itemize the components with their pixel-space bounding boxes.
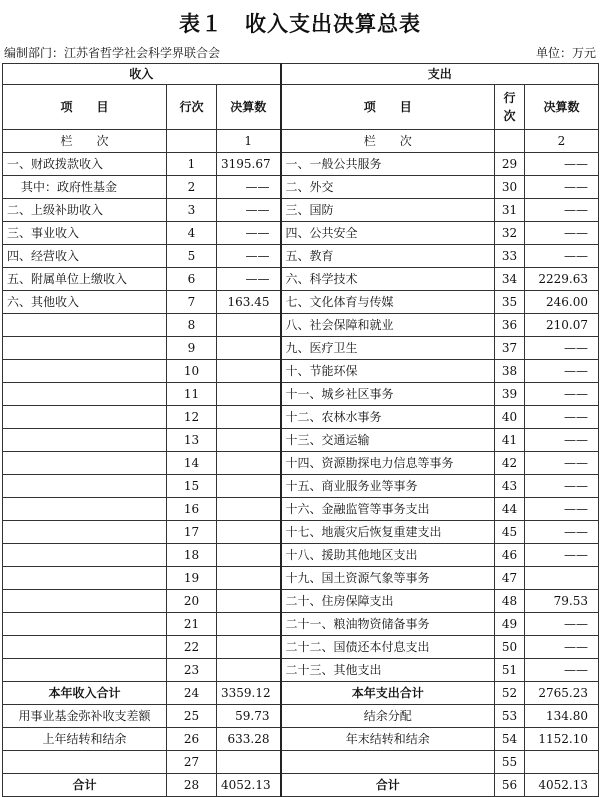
- expense-item-cell: 二十、住房保障支出: [281, 590, 495, 613]
- table-row: [3, 314, 599, 337]
- income-rowno-cell: 7: [167, 291, 217, 314]
- income-summary-rowno: 24: [167, 682, 217, 705]
- income-summary-rowno: 25: [167, 705, 217, 728]
- income-rowno-cell: 2: [167, 176, 217, 199]
- expense-rowno-cell: 49: [495, 613, 525, 636]
- expense-item-cell: 十六、金融监管等事务支出: [281, 498, 495, 521]
- expense-summary-rowno: 56: [495, 774, 525, 797]
- income-summary-label: 合计: [3, 774, 167, 797]
- income-amount-cell: [217, 429, 281, 452]
- income-rowno-cell: 12: [167, 406, 217, 429]
- table-row: [3, 613, 599, 636]
- income-amount-cell: [217, 406, 281, 429]
- expense-amount-cell: ——: [525, 498, 599, 521]
- expense-amount-cell: ——: [525, 659, 599, 682]
- income-amount-cell: [217, 452, 281, 475]
- income-lanci-label: 栏 次: [3, 130, 167, 153]
- table-row: [3, 498, 599, 521]
- expense-item-cell: 四、公共安全: [281, 222, 495, 245]
- income-rowno-cell: 11: [167, 383, 217, 406]
- expense-amount-cell: ——: [525, 176, 599, 199]
- table-row: [3, 452, 599, 475]
- income-rowno-cell: 5: [167, 245, 217, 268]
- income-item-cell: [3, 567, 167, 590]
- summary-row: [3, 774, 599, 797]
- income-amount-cell: [217, 498, 281, 521]
- expense-rowno-cell: 50: [495, 636, 525, 659]
- expense-amount-cell: 79.53: [525, 590, 599, 613]
- page-title: 表１ 收入支出决算总表: [179, 12, 421, 36]
- report-meta: [4, 44, 596, 61]
- expense-amount-cell: ——: [525, 222, 599, 245]
- expense-rowno-cell: 42: [495, 452, 525, 475]
- income-rowno-cell: 9: [167, 337, 217, 360]
- income-summary-label: 上年结转和结余: [3, 728, 167, 751]
- expense-rowno-header: [495, 85, 525, 130]
- table-row: [3, 268, 599, 291]
- expense-amount-cell: ——: [525, 521, 599, 544]
- expense-amount-cell: ——: [525, 636, 599, 659]
- expense-rowno-cell: 48: [495, 590, 525, 613]
- income-rowno-cell: 8: [167, 314, 217, 337]
- income-rowno-cell: 18: [167, 544, 217, 567]
- expense-item-cell: 六、科学技术: [281, 268, 495, 291]
- income-item-cell: [3, 521, 167, 544]
- expense-summary-amount: 1152.10: [525, 728, 599, 751]
- lanci-row: [3, 130, 599, 153]
- expense-item-cell: 二十三、其他支出: [281, 659, 495, 682]
- expense-summary-label: 本年支出合计: [281, 682, 495, 705]
- table-row: [3, 245, 599, 268]
- expense-summary-rowno: 55: [495, 751, 525, 774]
- expense-item-cell: 十二、农林水事务: [281, 406, 495, 429]
- income-amount-cell: ——: [217, 268, 281, 291]
- expense-item-cell: 二、外交: [281, 176, 495, 199]
- income-summary-label: 用事业基金弥补收支差额: [3, 705, 167, 728]
- expense-amount-cell: ——: [525, 337, 599, 360]
- expense-item-cell: 二十二、国债还本付息支出: [281, 636, 495, 659]
- table-row: [3, 383, 599, 406]
- income-amount-cell: ——: [217, 176, 281, 199]
- income-item-cell: [3, 613, 167, 636]
- table-row: [3, 636, 599, 659]
- column-header-row: [3, 85, 599, 130]
- table-row: [3, 360, 599, 383]
- expense-rowno-cell: 51: [495, 659, 525, 682]
- income-amount-cell: 3195.67: [217, 153, 281, 176]
- expense-item-cell: 十五、商业服务业等事务: [281, 475, 495, 498]
- income-amount-cell: [217, 475, 281, 498]
- expense-summary-label: 结余分配: [281, 705, 495, 728]
- income-amount-cell: [217, 360, 281, 383]
- expense-item-cell: 八、社会保障和就业: [281, 314, 495, 337]
- expense-rowno-cell: 32: [495, 222, 525, 245]
- income-summary-amount: 59.73: [217, 705, 281, 728]
- expense-rowno-cell: 40: [495, 406, 525, 429]
- expense-amount-cell: ——: [525, 360, 599, 383]
- table-row: [3, 291, 599, 314]
- income-amount-cell: 163.45: [217, 291, 281, 314]
- income-item-header: 项 目: [3, 85, 167, 130]
- income-summary-label: [3, 751, 167, 774]
- income-item-cell: [3, 475, 167, 498]
- expense-item-cell: 十四、资源勘探电力信息等事务: [281, 452, 495, 475]
- expense-summary-amount: 4052.13: [525, 774, 599, 797]
- expense-amount-cell: ——: [525, 199, 599, 222]
- income-item-cell: [3, 337, 167, 360]
- expense-summary-amount: [525, 751, 599, 774]
- income-amount-cell: ——: [217, 222, 281, 245]
- expense-lanci-blank: [495, 130, 525, 153]
- expense-summary-label: [281, 751, 495, 774]
- expense-amount-cell: 2229.63: [525, 268, 599, 291]
- income-item-cell: 其中：政府性基金: [3, 176, 167, 199]
- unit-label: 单位：万元: [535, 46, 596, 60]
- income-item-cell: [3, 544, 167, 567]
- expense-rowno-cell: 38: [495, 360, 525, 383]
- expense-item-cell: 十九、国土资源气象等事务: [281, 567, 495, 590]
- summary-row: [3, 751, 599, 774]
- income-rowno-cell: 21: [167, 613, 217, 636]
- income-item-cell: [3, 659, 167, 682]
- income-rowno-cell: 17: [167, 521, 217, 544]
- expense-item-cell: 三、国防: [281, 199, 495, 222]
- expense-summary-rowno: 52: [495, 682, 525, 705]
- expense-summary-rowno: 53: [495, 705, 525, 728]
- rowno-char-2: 次: [503, 109, 516, 123]
- income-item-cell: [3, 314, 167, 337]
- table-row: [3, 176, 599, 199]
- income-amount-cell: [217, 383, 281, 406]
- income-rowno-cell: 3: [167, 199, 217, 222]
- expense-rowno-cell: 37: [495, 337, 525, 360]
- expense-item-cell: 十、节能环保: [281, 360, 495, 383]
- expense-summary-label: 年末结转和结余: [281, 728, 495, 751]
- income-amount-cell: [217, 567, 281, 590]
- table-row: [3, 475, 599, 498]
- income-summary-amount: 4052.13: [217, 774, 281, 797]
- income-summary-amount: 633.28: [217, 728, 281, 751]
- expense-item-cell: 一、一般公共服务: [281, 153, 495, 176]
- table-row: [3, 222, 599, 245]
- income-summary-amount: [217, 751, 281, 774]
- income-rowno-cell: 15: [167, 475, 217, 498]
- expense-rowno-cell: 36: [495, 314, 525, 337]
- expense-item-cell: 十一、城乡社区事务: [281, 383, 495, 406]
- income-summary-label: 本年收入合计: [3, 682, 167, 705]
- income-rowno-header: 行次: [167, 85, 217, 130]
- table-row: [3, 544, 599, 567]
- income-item-cell: 六、其他收入: [3, 291, 167, 314]
- expense-section-title: 支出: [281, 64, 599, 85]
- org-label: 编制部门：江苏省哲学社会科学界联合会: [4, 46, 221, 60]
- income-item-cell: 一、财政拨款收入: [3, 153, 167, 176]
- expense-rowno-cell: 29: [495, 153, 525, 176]
- expense-rowno-cell: 34: [495, 268, 525, 291]
- table-row: [3, 199, 599, 222]
- expense-item-cell: 五、教育: [281, 245, 495, 268]
- income-item-cell: 四、经营收入: [3, 245, 167, 268]
- income-rowno-cell: 10: [167, 360, 217, 383]
- summary-row: [3, 682, 599, 705]
- income-amount-cell: ——: [217, 245, 281, 268]
- income-summary-amount: 3359.12: [217, 682, 281, 705]
- expense-amount-cell: ——: [525, 429, 599, 452]
- income-rowno-cell: 20: [167, 590, 217, 613]
- income-amount-cell: [217, 337, 281, 360]
- income-item-cell: [3, 383, 167, 406]
- expense-amount-cell: ——: [525, 245, 599, 268]
- income-summary-rowno: 27: [167, 751, 217, 774]
- expense-rowno-cell: 35: [495, 291, 525, 314]
- expense-summary-rowno: 54: [495, 728, 525, 751]
- income-amount-cell: [217, 544, 281, 567]
- income-rowno-cell: 14: [167, 452, 217, 475]
- expense-rowno-cell: 33: [495, 245, 525, 268]
- expense-item-cell: 十七、地震灾后恢复重建支出: [281, 521, 495, 544]
- expense-amount-cell: 210.07: [525, 314, 599, 337]
- table-row: [3, 153, 599, 176]
- rowno-char-1: 行: [503, 91, 516, 105]
- expense-amount-cell: ——: [525, 544, 599, 567]
- income-rowno-cell: 16: [167, 498, 217, 521]
- budget-table: [2, 63, 599, 797]
- income-amount-cell: [217, 613, 281, 636]
- income-rowno-cell: 13: [167, 429, 217, 452]
- expense-rowno-cell: 41: [495, 429, 525, 452]
- section-header-row: [3, 64, 599, 85]
- income-lanci-col: 1: [217, 130, 281, 153]
- expense-amount-cell: [525, 567, 599, 590]
- income-item-cell: 五、附属单位上缴收入: [3, 268, 167, 291]
- income-lanci-blank: [167, 130, 217, 153]
- expense-rowno-cell: 45: [495, 521, 525, 544]
- expense-rowno-cell: 30: [495, 176, 525, 199]
- expense-item-cell: 十三、交通运输: [281, 429, 495, 452]
- income-rowno-cell: 1: [167, 153, 217, 176]
- table-row: [3, 590, 599, 613]
- expense-item-cell: 九、医疗卫生: [281, 337, 495, 360]
- expense-amount-cell: ——: [525, 153, 599, 176]
- income-amount-header: 决算数: [217, 85, 281, 130]
- income-section-title: 收入: [3, 64, 281, 85]
- income-amount-cell: ——: [217, 199, 281, 222]
- expense-lanci-label: 栏 次: [281, 130, 495, 153]
- income-item-cell: [3, 360, 167, 383]
- expense-rowno-cell: 39: [495, 383, 525, 406]
- expense-amount-cell: ——: [525, 613, 599, 636]
- expense-rowno-cell: 43: [495, 475, 525, 498]
- expense-rowno-cell: 47: [495, 567, 525, 590]
- income-rowno-cell: 4: [167, 222, 217, 245]
- table-row: [3, 567, 599, 590]
- expense-amount-header: 决算数: [525, 85, 599, 130]
- income-item-cell: [3, 406, 167, 429]
- income-item-cell: [3, 452, 167, 475]
- table-row: [3, 337, 599, 360]
- expense-summary-amount: 134.80: [525, 705, 599, 728]
- income-item-cell: [3, 636, 167, 659]
- expense-summary-amount: 2765.23: [525, 682, 599, 705]
- expense-item-cell: 七、文化体育与传媒: [281, 291, 495, 314]
- expense-amount-cell: ——: [525, 383, 599, 406]
- income-amount-cell: [217, 590, 281, 613]
- expense-item-cell: 十八、援助其他地区支出: [281, 544, 495, 567]
- expense-summary-label: 合计: [281, 774, 495, 797]
- income-item-cell: [3, 429, 167, 452]
- summary-row: [3, 728, 599, 751]
- table-row: [3, 406, 599, 429]
- table-row: [3, 659, 599, 682]
- expense-amount-cell: ——: [525, 406, 599, 429]
- expense-amount-cell: ——: [525, 475, 599, 498]
- expense-item-cell: 二十一、粮油物资储备事务: [281, 613, 495, 636]
- expense-rowno-cell: 44: [495, 498, 525, 521]
- income-item-cell: 三、事业收入: [3, 222, 167, 245]
- income-amount-cell: [217, 314, 281, 337]
- income-item-cell: [3, 590, 167, 613]
- expense-lanci-col: 2: [525, 130, 599, 153]
- income-amount-cell: [217, 521, 281, 544]
- expense-item-header: 项 目: [281, 85, 495, 130]
- income-summary-rowno: 26: [167, 728, 217, 751]
- income-rowno-cell: 6: [167, 268, 217, 291]
- income-amount-cell: [217, 659, 281, 682]
- income-rowno-cell: 23: [167, 659, 217, 682]
- expense-rowno-cell: 31: [495, 199, 525, 222]
- expense-rowno-cell: 46: [495, 544, 525, 567]
- table-row: [3, 429, 599, 452]
- income-item-cell: 二、上级补助收入: [3, 199, 167, 222]
- expense-amount-cell: 246.00: [525, 291, 599, 314]
- summary-row: [3, 705, 599, 728]
- income-summary-rowno: 28: [167, 774, 217, 797]
- income-rowno-cell: 19: [167, 567, 217, 590]
- income-amount-cell: [217, 636, 281, 659]
- expense-amount-cell: ——: [525, 452, 599, 475]
- income-rowno-cell: 22: [167, 636, 217, 659]
- income-item-cell: [3, 498, 167, 521]
- table-row: [3, 521, 599, 544]
